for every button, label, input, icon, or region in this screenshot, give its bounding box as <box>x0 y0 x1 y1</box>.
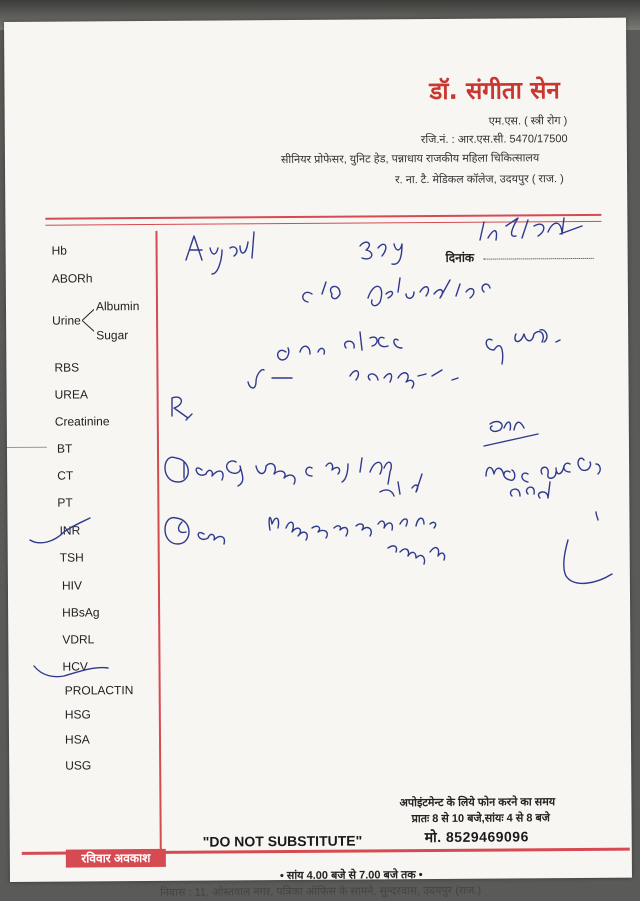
doctor-designation: सीनियर प्रोफेसर, युनिट हेड, पन्नाधाय राजकीय महिला चिकित्सालय <box>280 152 540 167</box>
phone-number: मो. 8529469096 <box>424 828 529 846</box>
test-ct: CT <box>57 468 74 483</box>
test-tsh: TSH <box>59 550 84 565</box>
test-hbsag: HBsAg <box>62 605 100 620</box>
test-bt: BT <box>56 441 73 456</box>
test-hb: Hb <box>51 243 67 258</box>
urine-bracket <box>82 308 94 332</box>
test-hsg: HSG <box>64 707 91 722</box>
date-line <box>484 258 594 260</box>
college-name: र. ना. टै. मेडिकल कॉलेज, उदयपुर ( राज. ) <box>395 173 564 187</box>
test-urine: Urine <box>52 313 81 328</box>
test-vdrl: VDRL <box>62 632 95 647</box>
test-hsa: HSA <box>64 732 90 747</box>
header-divider <box>45 214 601 220</box>
appointment-hours: प्रातः 8 से 10 बजे,सांयः 4 से 8 बजे <box>411 812 550 826</box>
test-prolactin: PROLACTIN <box>64 683 134 698</box>
test-hiv: HIV <box>61 578 83 593</box>
do-not-substitute: "DO NOT SUBSTITUTE" <box>202 832 363 850</box>
prescription-sheet <box>4 18 632 899</box>
doctor-qualification: एम.एस. ( स्त्री रोग ) <box>488 115 568 128</box>
test-urea: UREA <box>54 387 88 402</box>
test-pt: PT <box>57 495 73 510</box>
clinic-address: निवास : 11, ओस्तवाल नगर, पत्रिका ऑफिस के सामने, सुन्दरवास, उदयपुर (राज.) <box>160 884 482 899</box>
test-inr: INR <box>59 523 81 538</box>
test-usg: USG <box>65 758 92 773</box>
test-aborh: ABORh <box>51 271 93 286</box>
doctor-name: डॉ. संगीता सेन <box>429 76 560 106</box>
header-divider-thin <box>45 221 601 226</box>
evening-timing: • सांय 4.00 बजे से 7.00 बजे तक • <box>279 869 423 883</box>
sunday-holiday-badge: रविवार अवकाश <box>66 849 166 868</box>
test-creatinine: Creatinine <box>54 414 110 429</box>
date-label: दिनांक <box>445 250 475 265</box>
fold-mark <box>7 447 47 448</box>
column-divider <box>155 231 161 851</box>
test-rbs: RBS <box>54 360 80 375</box>
registration-number: रजि.नं. : आर.एस.सी. 5470/17500 <box>420 133 568 147</box>
appointment-instruction: अपोइंटमेन्ट के लिये फोन करने का समय <box>399 796 556 810</box>
test-hcv: HCV <box>62 659 88 674</box>
test-albumin: Albumin <box>95 299 140 314</box>
test-sugar: Sugar <box>96 328 129 343</box>
